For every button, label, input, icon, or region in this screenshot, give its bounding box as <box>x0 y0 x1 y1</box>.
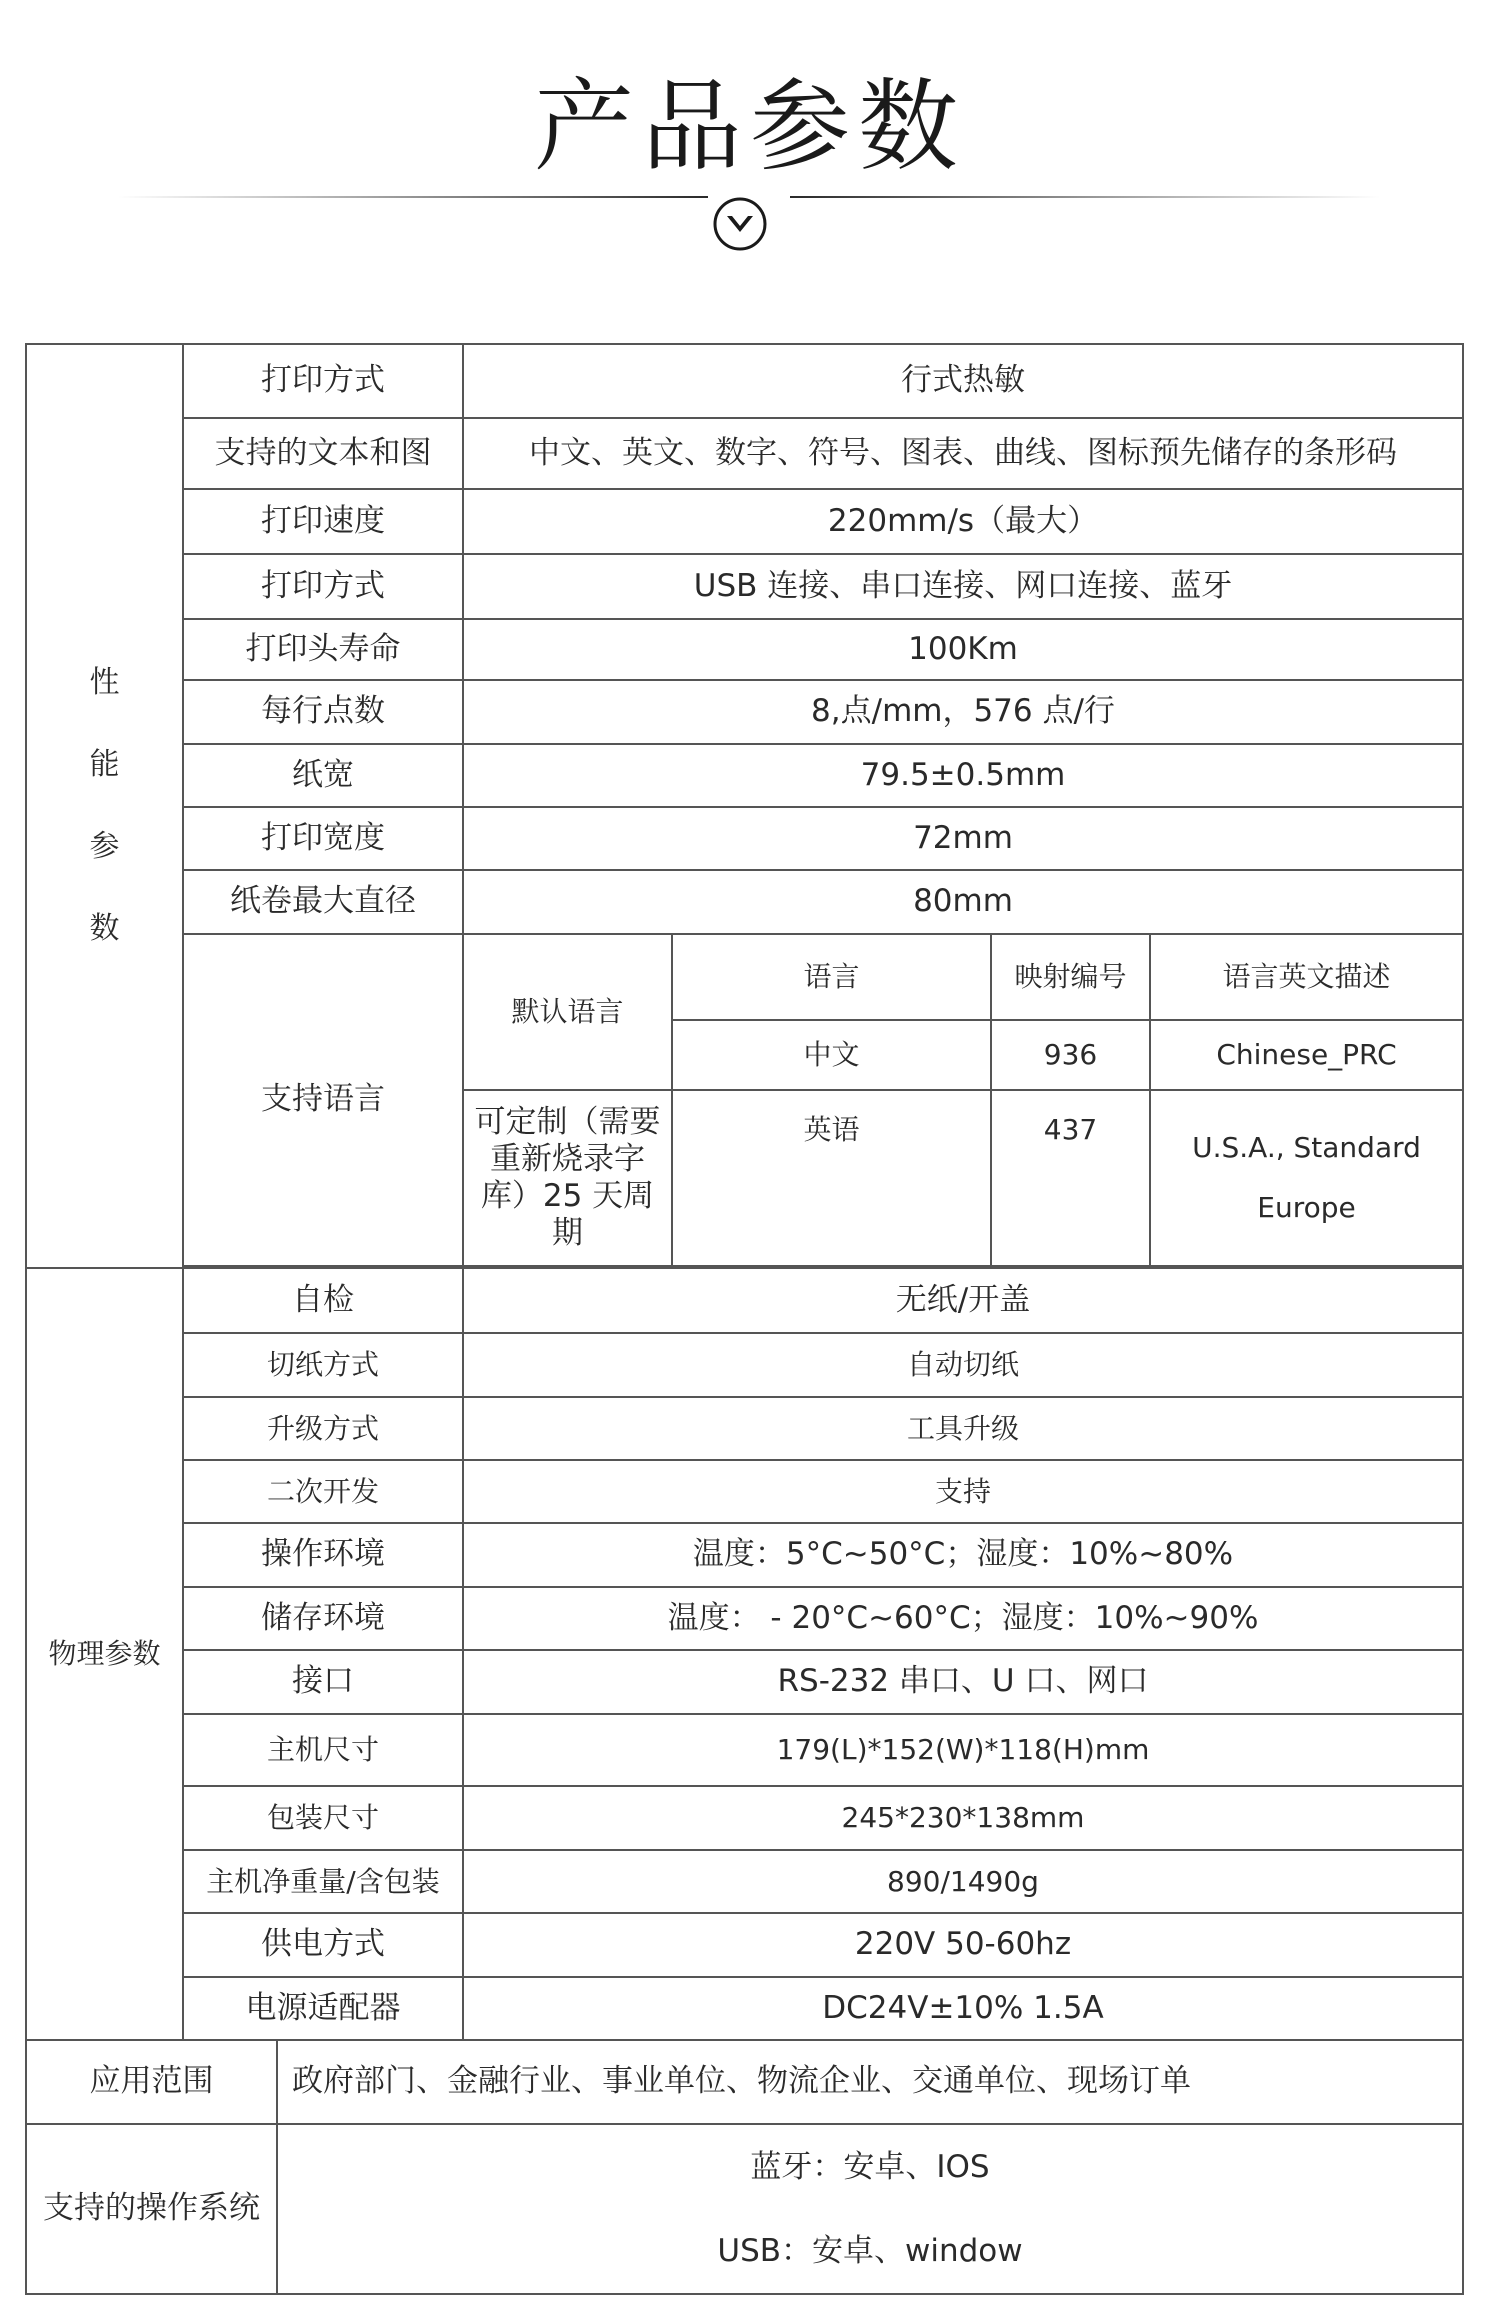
spec-value: 支持 <box>463 1460 1463 1523</box>
spec-value: RS-232 串口、U 口、网口 <box>463 1650 1463 1714</box>
spec-value: 79.5±0.5mm <box>463 744 1463 807</box>
spec-label: 电源适配器 <box>183 1977 463 2040</box>
section-performance <box>26 344 183 1268</box>
chevron-down-circle-icon <box>712 196 768 252</box>
title-divider-left <box>118 196 708 198</box>
os-value <box>277 2124 1463 2294</box>
os-label: 支持的操作系统 <box>26 2124 277 2294</box>
custom-language-line: 可定制（需要 <box>474 1103 661 1140</box>
spec-value: 工具升级 <box>463 1397 1463 1460</box>
spec-label: 升级方式 <box>183 1397 463 1460</box>
custom-mapping-cell: 437 <box>991 1090 1150 1266</box>
spec-value: 220mm/s（最大） <box>463 489 1463 554</box>
custom-description-line: U.S.A., Standard <box>1192 1131 1421 1164</box>
spec-label: 每行点数 <box>183 680 463 744</box>
default-mapping-cell: 936 <box>991 1020 1150 1090</box>
spec-label: 打印宽度 <box>183 807 463 870</box>
spec-label: 自检 <box>183 1268 463 1333</box>
spec-label: 主机净重量/含包装 <box>183 1850 463 1913</box>
os-line-usb: USB：安卓、window <box>717 2233 1023 2269</box>
application-value: 政府部门、金融行业、事业单位、物流企业、交通单位、现场订单 <box>277 2040 1463 2124</box>
default-language-cell: 中文 <box>672 1020 991 1090</box>
spec-value: 245*230*138mm <box>463 1786 1463 1850</box>
spec-label: 主机尺寸 <box>183 1714 463 1786</box>
spec-label: 二次开发 <box>183 1460 463 1523</box>
custom-description-cell <box>1150 1090 1463 1266</box>
spec-label: 打印头寿命 <box>183 619 463 680</box>
spec-value: 行式热敏 <box>463 344 1463 418</box>
spec-label: 纸宽 <box>183 744 463 807</box>
spec-label: 切纸方式 <box>183 1333 463 1397</box>
spec-value: 80mm <box>463 870 1463 934</box>
spec-label: 打印方式 <box>183 344 463 418</box>
section-physical: 物理参数 <box>26 1268 183 2040</box>
default-description-cell: Chinese_PRC <box>1150 1020 1463 1090</box>
spec-value: 100Km <box>463 619 1463 680</box>
spec-label: 打印速度 <box>183 489 463 554</box>
custom-description-line: Europe <box>1257 1191 1356 1224</box>
language-header: 语言 <box>672 934 991 1020</box>
os-line-bluetooth: 蓝牙：安卓、IOS <box>750 2149 990 2185</box>
spec-value: 890/1490g <box>463 1850 1463 1913</box>
spec-value: 中文、英文、数字、符号、图表、曲线、图标预先储存的条形码 <box>463 418 1463 489</box>
language-description-header: 语言英文描述 <box>1150 934 1463 1020</box>
spec-label: 纸卷最大直径 <box>183 870 463 934</box>
spec-label: 打印方式 <box>183 554 463 619</box>
spec-label: 包装尺寸 <box>183 1786 463 1850</box>
default-language-label: 默认语言 <box>463 934 672 1090</box>
spec-value: USB 连接、串口连接、网口连接、蓝牙 <box>463 554 1463 619</box>
spec-value: 无纸/开盖 <box>463 1268 1463 1333</box>
spec-table <box>25 343 1464 2295</box>
spec-value: 179(L)*152(W)*118(H)mm <box>463 1714 1463 1786</box>
section-performance-label: 性能参数 <box>89 665 120 946</box>
spec-value: 72mm <box>463 807 1463 870</box>
spec-label: 支持的文本和图 <box>183 418 463 489</box>
page-title: 产品参数 <box>534 68 966 185</box>
languages-label: 支持语言 <box>183 934 463 1266</box>
spec-value: 温度：5°C~50°C；湿度：10%~80% <box>463 1523 1463 1587</box>
application-label: 应用范围 <box>26 2040 277 2124</box>
custom-language-line: 重新烧录字 <box>490 1140 645 1177</box>
custom-language-cell: 英语 <box>672 1090 991 1266</box>
spec-value: 220V 50-60hz <box>463 1913 1463 1977</box>
spec-value: 8,点/mm，576 点/行 <box>463 680 1463 744</box>
custom-language-label <box>463 1090 672 1266</box>
spec-label: 供电方式 <box>183 1913 463 1977</box>
spec-label: 接口 <box>183 1650 463 1714</box>
spec-label: 操作环境 <box>183 1523 463 1587</box>
title-divider-right <box>790 196 1380 198</box>
spec-label: 储存环境 <box>183 1587 463 1650</box>
mapping-number-header: 映射编号 <box>991 934 1150 1020</box>
spec-value: 自动切纸 <box>463 1333 1463 1397</box>
spec-value: 温度： - 20°C~60°C；湿度：10%~90% <box>463 1587 1463 1650</box>
spec-value: DC24V±10% 1.5A <box>463 1977 1463 2040</box>
custom-language-line: 库）25 天周期 <box>480 1178 655 1252</box>
